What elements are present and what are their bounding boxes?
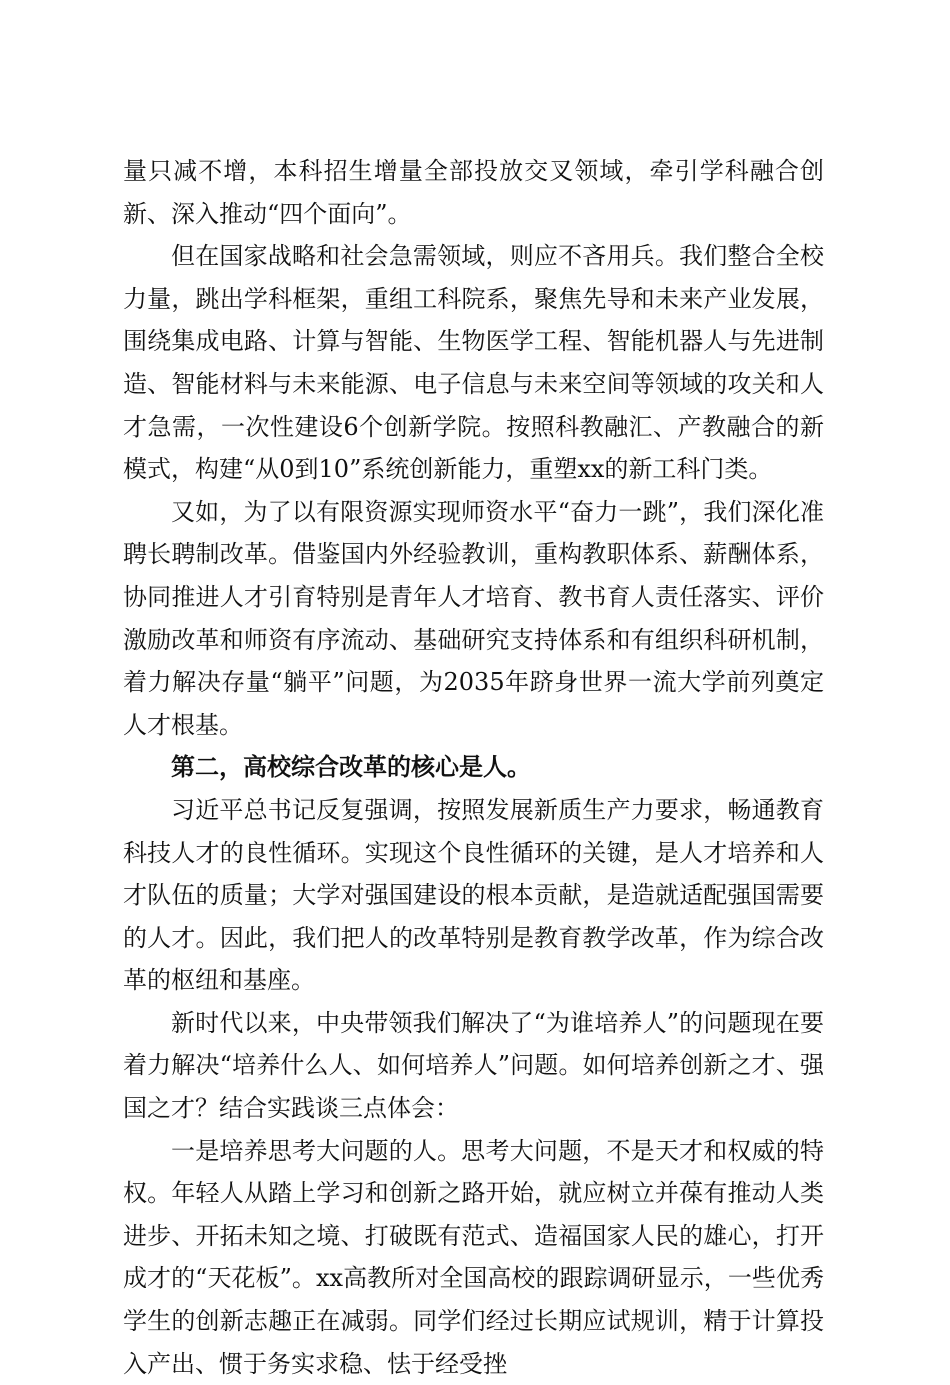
paragraph-continued: 量只减不增，本科招生增量全部投放交叉领域，牵引学科融合创新、深入推动“四个面向”。 bbox=[123, 157, 824, 228]
section-heading: 第二，高校综合改革的核心是人。 bbox=[171, 752, 531, 782]
paragraph-talent-cycle: 习近平总书记反复强调，按照发展新质生产力要求，畅通教育科技人才的良性循环。实现这个良性循环的关键，是人才培养和人才队伍的质量；大学对强国建设的根本贡献，是造就适配强国需要的人才。因此，我们把人的改革特别是教育教学改革，作为综合改革的枢纽和基座。 bbox=[123, 795, 824, 995]
paragraph-new-era: 新时代以来，中央带领我们解决了“为谁培养人”的问题现在要着力解决“培养什么人、如何培养人”问题。如何培养创新之才、强国之才？结合实践谈三点体会： bbox=[123, 1008, 824, 1123]
paragraph-faculty-reform: 又如，为了以有限资源实现师资水平“奋力一跳”，我们深化准聘长聘制改革。借鉴国内外经验教训，重构教职体系、薪酬体系，协同推进人才引育特别是青年人才培育、教书育人责任落实、评价激励改革和师资有序流动、基础研究支持体系和有组织科研机制，着力解决存量“躺平”问题，为2035年跻身世界一流大学前列奠定人才根基。 bbox=[123, 497, 824, 739]
paragraph-emerging-fields: 但在国家战略和社会急需领域，则应不吝用兵。我们整合全校力量，跳出学科框架，重组工科院系，聚焦先导和未来产业发展，围绕集成电路、计算与智能、生物医学工程、智能机器人与先进制造、智能材料与未来能源、电子信息与未来空间等领域的攻关和人才急需，一次性建设6个创新学院。按照科教融汇、产教融合的新模式，构建“从0到10”系统创新能力，重塑xx的新工科门类。 bbox=[123, 242, 824, 484]
paragraph-big-questions: 一是培养思考大问题的人。思考大问题，不是天才和权威的特权。年轻人从踏上学习和创新之路开始，就应树立并葆有推动人类进步、开拓未知之境、打破既有范式、造福国家人民的雄心，打开成才的“天花板”。xx高教所对全国高校的跟踪调研显示，一些优秀学生的创新志趣正在减弱。同学们经过长期应试规训，精于计算投入产出、惯于务实求稳、怯于经受挫 bbox=[123, 1136, 824, 1378]
